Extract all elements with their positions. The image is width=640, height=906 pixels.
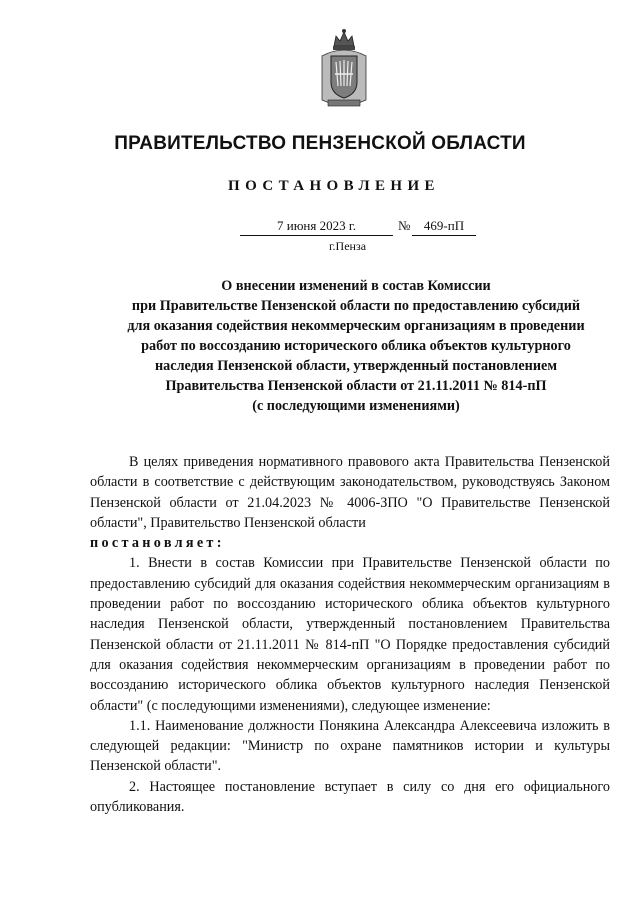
number-sign: № xyxy=(398,218,411,233)
item-1-paragraph: 1. Внести в состав Комиссии при Правительстве Пензенской области по предоставлению субсидий для оказания содействия некоммерческим организациям в проведении работ по воссозданию исторического облика объектов культурного наследия Пензенской области, утвержденный постановлением Правительства Пензенской области от 21.11.2011 № 814-пП "О Порядке предоставления субсидий для оказания содействия некоммерческим организациям в проведении работ по воссозданию исторического облика объектов культурного наследия Пензенской области" (с последующими изменениями), следующее изменение: xyxy=(90,555,610,714)
document-date: 7 июня 2023 г. xyxy=(240,218,393,236)
subject-line: работ по воссозданию исторического облика объектов культурного xyxy=(141,338,571,354)
document-subject xyxy=(96,276,616,416)
document-body xyxy=(90,452,610,817)
subject-line: Правительства Пензенской области от 21.11.2011 № 814-пП xyxy=(165,378,547,394)
item-1-1-paragraph: 1.1. Наименование должности Понякина Александра Алексеевича изложить в следующей редакции: "Министр по охране памятников истории и культуры Пензенской области". xyxy=(90,717,610,775)
subject-line: (с последующими изменениями) xyxy=(252,398,460,414)
preamble-paragraph: В целях приведения нормативного правового акта Правительства Пензенской области в соответствие с действующим законодательством, руководствуясь Законом Пензенской области от 21.04.2023 № 4006-ЗПО "О Правительстве Пензенской области", Правительство Пензенской области xyxy=(90,454,610,531)
document-city: г.Пенза xyxy=(328,239,367,253)
subject-line: при Правительстве Пензенской области по предоставлению субсидий xyxy=(131,298,581,314)
subject-line: для оказания содействия некоммерческим организациям в проведении xyxy=(127,318,585,334)
document-type: ПОСТАНОВЛЕНИЕ xyxy=(228,178,440,194)
coat-of-arms-icon xyxy=(318,26,370,110)
government-title: ПРАВИТЕЛЬСТВО ПЕНЗЕНСКОЙ ОБЛАСТИ xyxy=(114,133,526,154)
subject-line: наследия Пензенской области, утвержденный постановлением xyxy=(155,358,557,374)
item-2-paragraph: 2. Настоящее постановление вступает в силу со дня его официального опубликования. xyxy=(90,778,610,816)
document-number: 469-пП xyxy=(412,218,476,236)
resolves-word: постановляет: xyxy=(90,535,225,552)
subject-line: О внесении изменений в состав Комиссии xyxy=(221,278,491,294)
